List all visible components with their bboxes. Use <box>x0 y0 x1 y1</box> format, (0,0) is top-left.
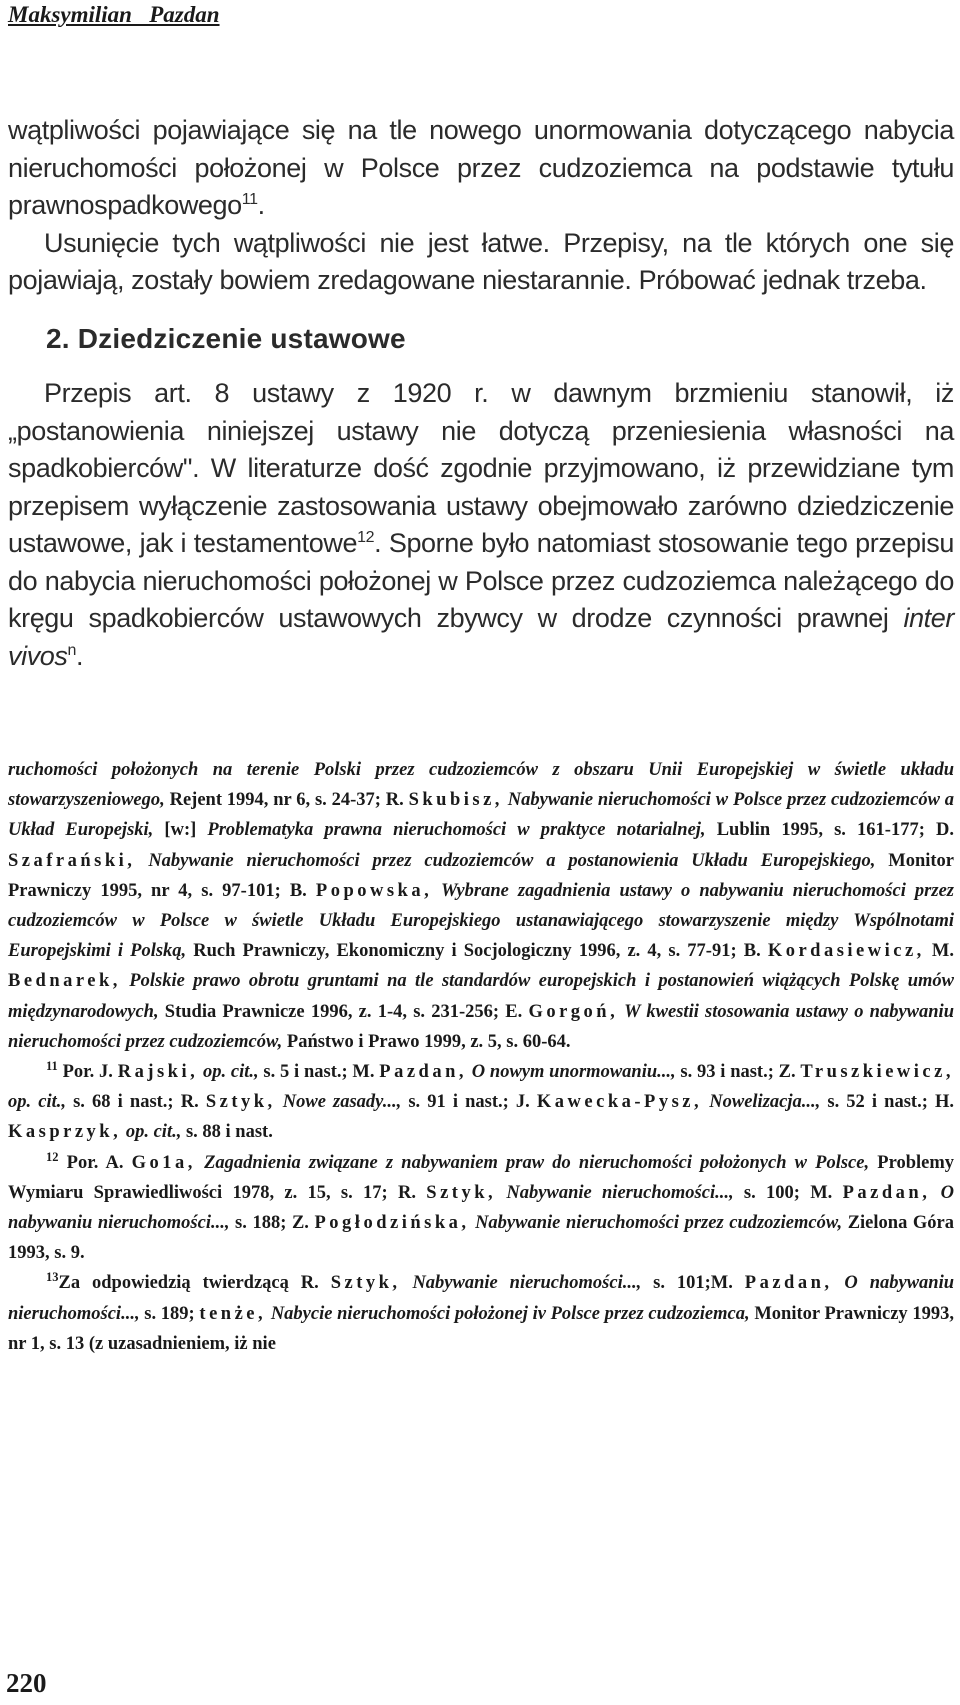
footnote-number: 13 <box>46 1270 59 1285</box>
footnote-number: 11 <box>46 1058 58 1073</box>
paragraph-continuation: wątpliwości pojawiające się na tle nowego unormowania dotyczącego nabycia nieruchomości położonej w Polsce przez cudzoziemca na podstawie tytułu prawnospadkowego$^{11}$. <box>8 115 954 220</box>
footnote-13: $^{13}$Za odpowiedzią twierdzącą R. Sztyk, Nabywanie nieruchomości..., s. 101;M. Pazdan, O nabywaniu nieruchomości..., s. 189; tenże, Nabycie nieruchomości położonej iv Polsce przez cudzoziemca, Monitor Prawniczy 1993, nr 1, s. 13 (z uzasadnieniem, iż nie <box>8 1270 955 1354</box>
section-heading: 2. Dziedziczenie ustawowe <box>46 322 406 354</box>
paragraph: Przepis art. 8 ustawy z 1920 r. w dawnym brzmieniu stanowił, iż „postanowienia niniejszej ustawy nie dotyczą przeniesienia własności na spadkobierców". W literaturze dość zgodnie przyjmowano, iż przewidziane tym przepisem wyłączenie zastosowania ustawy obejmowało zarówno dziedziczenie ustawowe, jak i testamentowe$^{12}$. Sporne było natomiast stosowanie tego przepisu do nabycia nieruchomości położonej w Polsce przez cudzoziemca należącego do kręgu spadkobierców ustawowych zbywcy w drodze czynności prawnej inter vivos$^n$. <box>8 378 954 671</box>
page-number: 220 <box>6 1668 47 1698</box>
footnote-11: $^{11}$ Por. J. Rajski, op. cit., s. 5 i nast.; M. Pazdan, O nowym unormowaniu..., s. 93 i nast.; Z. Truszkiewicz, op. cit., s. 68 i nast.; R. Sztyk, Nowe zasady..., s. 91 i nast.; J. Kawecka-Pysz, Nowelizacja..., s. 52 i nast.; H. Kasprzyk, op. cit., s. 88 i nast. <box>8 1058 954 1143</box>
footnote-number: 12 <box>46 1149 59 1164</box>
footnotes-area <box>8 755 954 1359</box>
footnote-12: $^{12}$ Por. A. Go1a, Zagadnienia związane z nabywaniem praw do nieruchomości położonych w Polsce, Problemy Wymiaru Sprawiedliwości 1978, z. 15, s. 17; R. Sztyk, Nabywanie nieruchomości..., s. 100; M. Pazdan, O nabywaniu nieruchomości..., s. 188; Z. Pogłodzińska, Nabywanie nieruchomości przez cudzoziemców, Zielona Góra 1993, s. 9. <box>8 1149 955 1264</box>
footnote-continuation: ruchomości położonych na terenie Polski przez cudzoziemców z obszaru Unii Europejskiej w świetle układu stowarzyszeniowego, Rejent 1994, nr 6, s. 24-37; R. Skubisz, Nabywanie nieruchomości w Polsce przez cudzoziemców a Układ Europejski, [w:] Problematyka prawna nieruchomości w praktyce notarialnej, Lublin 1995, s. 161-177; D. Szafrański, Nabywanie nieruchomości przez cudzoziemców a postanowienia Układu Europejskiego, Monitor Prawniczy 1995, nr 4, s. 97-101; B. Popowska, Wybrane zagadnienia ustawy o nabywaniu nieruchomości przez cudzoziemców w Polsce w świetle Układu Europejskiego ustanawiającego stowarzyszenie między Wspólnotami Europejskimi i Polską, Ruch Prawniczy, Ekonomiczny i Socjologiczny 1996, z. 4, s. 77-91; B. Kordasiewicz, M. Bednarek, Polskie prawo obrotu gruntami na tle standardów europejskich i postanowień wiążących Polskę umów międzynarodowych, Studia Prawnicze 1996, z. 1-4, s. 231-256; E. Gorgoń, W kwestii stosowania ustawy o nabywaniu nieruchomości przez cudzoziemców, Państwo i Prawo 1999, z. 5, s. 60-64. <box>8 760 955 1052</box>
running-header-author: Maksymilian Pazdan <box>8 2 220 27</box>
main-text <box>8 112 954 675</box>
footnote-ref-11[interactable]: 11 <box>241 191 258 208</box>
footnote-ref-13[interactable]: n <box>67 641 77 659</box>
paragraph: Usunięcie tych wątpliwości nie jest łatwe. Przepisy, na tle których one się pojawiają, zostały bowiem zredagowane niestarannie. Próbować jednak trzeba. <box>8 227 954 295</box>
footnote-ref-12[interactable]: 12 <box>357 529 375 546</box>
